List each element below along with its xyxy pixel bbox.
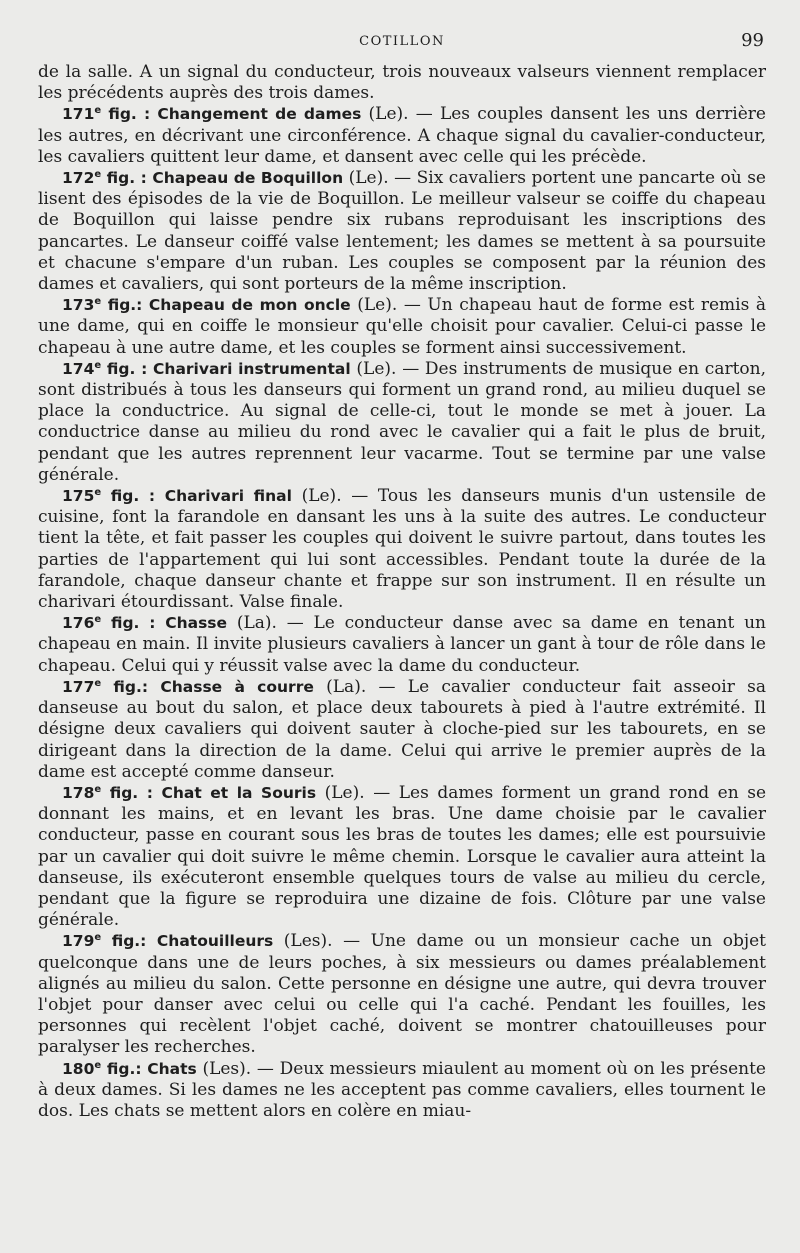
entry-text: — Les couples dansent les uns derrière les autres, en décrivant une circonférence. A chaque signal du cavalier-conducteur, les cavaliers quittent leur dame, et dansent avec celle qui les précède. (38, 104, 766, 167)
entry-fig-label: fig. : (106, 169, 147, 188)
entry-number: 178e (62, 783, 102, 802)
entry-text: — Des instruments de musique en carton, sont distribués à tous les danseurs qui forment un grand rond, au milieu duquel se place la conductrice. Au signal de celle-ci, tout le monde se met à jouer. La conductrice danse au milieu du rond avec le cavalier qui a fait le plus de bruit, pendant que les autres reprennent leur vacarme. Tout se termine par une valse générale. (38, 358, 766, 485)
entry-article: (Les). (202, 1058, 252, 1079)
continued-paragraph: de la salle. A un signal du conducteur, trois nouveaux valseurs viennent remplacer les précédents auprès des trois dames. (38, 62, 766, 104)
running-title: COTILLON (359, 34, 445, 49)
entry-number: 180e (62, 1059, 102, 1078)
entry-article: (Le). (357, 295, 398, 316)
entry-article: (La). (236, 613, 277, 634)
figure-entry (38, 1059, 766, 1123)
entry-text: — Le cavalier conducteur fait asseoir sa danseuse au bout du salon, et place deux tabourets à pied à l'autre extrémité. Il désigne deux cavaliers qui doivent sauter à cloche-pied sur les tabourets, en se dirigeant dans la direction de la dame. Celui qui arrive le premier auprès de la dame est accepté comme danseur. (38, 676, 766, 782)
entry-title: Chat et la Souris (161, 783, 317, 802)
entry-text: — Les dames forment un grand rond en se donnant les mains, et en levant les bras. Une dame choisie par le cavalier conducteur, passe en courant sous les bras de toutes les dames; elle est poursuivie par un cavalier qui doit suivre le même chemin. Lorsque le cavalier aura atteint la danseuse, ils exécuteront ensemble quelques tours de valse au milieu du cercle, pendant que la figure se reproduira une dizaine de fois. Clôture par une valse générale. (38, 782, 767, 931)
entry-title: Chats (147, 1059, 197, 1078)
entry-number: 171e (62, 105, 102, 124)
entry-text: — Une dame ou un monsieur cache un objet quelconque dans une de leurs poches, à six messieurs ou dames préalablement alignés au milieu du salon. Cette personne en désigne une autre, qui devra trouver l'objet pour danser avec celui ou celle qui l'a caché. Pendant les fouilles, les personnes qui recèlent l'objet caché, doivent se montrer chatouilleuses pour paralyser les recherches. (38, 931, 767, 1058)
entry-article: (Les). (283, 931, 333, 952)
body-text (38, 62, 766, 1122)
entry-number: 177e (62, 677, 102, 696)
entry-fig-label: fig. : (106, 359, 148, 378)
entry-title: Chapeau de Boquillon (152, 169, 344, 188)
entry-heading (62, 784, 316, 802)
entry-text: — Le conducteur danse avec sa dame en tenant un chapeau en main. Il invite plusieurs cavaliers à lancer un gant à tour de rôle dans le chapeau. Celui qui y réussit valse avec la dame du conducteur. (38, 613, 767, 676)
entry-number: 176e (62, 614, 102, 633)
entry-number: 175e (62, 486, 102, 506)
figure-entry (38, 931, 766, 1058)
entry-fig-label: fig. : (109, 783, 153, 802)
entry-heading (62, 614, 227, 632)
entry-title: Charivari final (164, 487, 292, 506)
entry-fig-label: fig.: (111, 932, 147, 951)
entry-article: (Le). (348, 168, 389, 189)
entry-heading (62, 105, 361, 123)
entry-fig-label: fig.: (106, 1059, 142, 1078)
entry-heading (62, 487, 292, 505)
entry-heading (62, 169, 343, 187)
entry-fig-label: fig. : (110, 614, 156, 633)
entry-text: — Six cavaliers portent une pancarte où se lisent des épisodes de la vie de Boquillon. Le meilleur valseur se coiffe du chapeau de Boquillon qui laisse pendre six rubans reproduisant les inscriptions des pancartes. Le danseur coiffé valse lentement; les dames se mettent à sa poursuite et chacune s'empare d'un ruban. Les couples se composent par la réunion des dames et cavaliers, qui sont porteurs de la même inscription. (38, 168, 766, 295)
figure-entry (38, 295, 766, 359)
entry-text: — Un chapeau haut de forme est remis à une dame, qui en coiffe le monsieur qu'elle choisit pour cavalier. Celui-ci passe le chapeau à une autre dame, et les couples se forment ainsi successivement. (38, 295, 767, 358)
entry-heading (62, 360, 351, 378)
entry-heading (62, 1060, 197, 1078)
figure-entry (38, 104, 766, 168)
entry-heading (62, 296, 351, 314)
entry-number: 179e (62, 932, 102, 951)
entry-title: Chasse à courre (160, 677, 314, 696)
entry-title: Charivari instrumental (153, 359, 351, 378)
entry-fig-label: fig. : (110, 487, 156, 506)
entry-title: Changement de dames (157, 105, 362, 124)
entry-article: (Le). (368, 104, 409, 125)
entry-article: (Le). (324, 782, 365, 803)
figure-entry (38, 677, 766, 783)
entry-heading (62, 678, 314, 696)
entry-number: 174e (62, 359, 102, 378)
running-head (38, 28, 766, 54)
entry-fig-label: fig.: (113, 677, 149, 696)
figure-entry (38, 613, 766, 677)
entry-number: 172e (62, 168, 102, 188)
page-number: 99 (741, 30, 764, 51)
entry-title: Chapeau de mon oncle (148, 296, 351, 315)
figure-entry (38, 486, 766, 613)
entry-title: Chasse (165, 614, 228, 633)
entry-number: 173e (62, 296, 102, 315)
entry-article: (La). (326, 676, 367, 697)
entry-fig-label: fig.: (107, 296, 143, 315)
entry-article: (Le). (356, 358, 397, 379)
entry-text: — Tous les danseurs munis d'un ustensile de cuisine, font la farandole en dansant les uns à la suite des autres. Le conducteur tient la tête, et fait passer les couples qui doivent le suivre partout, dans toutes les parties de l'appartement qui lui sont accessibles. Pendant toute la durée de la farandole, chaque danseur chante et frappe sur son instrument. Il en résulte un charivari étourdissant. Valse finale. (38, 486, 767, 613)
entry-fig-label: fig. : (108, 105, 151, 124)
entry-title: Chatouilleurs (156, 932, 274, 951)
entry-text: — Deux messieurs miaulent au moment où on les présente à deux dames. Si les dames ne les acceptent pas comme cavaliers, elles tournent le dos. Les chats se mettent alors en colère en miau- (38, 1058, 766, 1121)
figure-entry (38, 359, 766, 486)
entry-article: (Le). (301, 486, 342, 507)
entry-heading (62, 932, 273, 950)
figure-entry (38, 168, 766, 295)
figure-entry (38, 783, 766, 931)
